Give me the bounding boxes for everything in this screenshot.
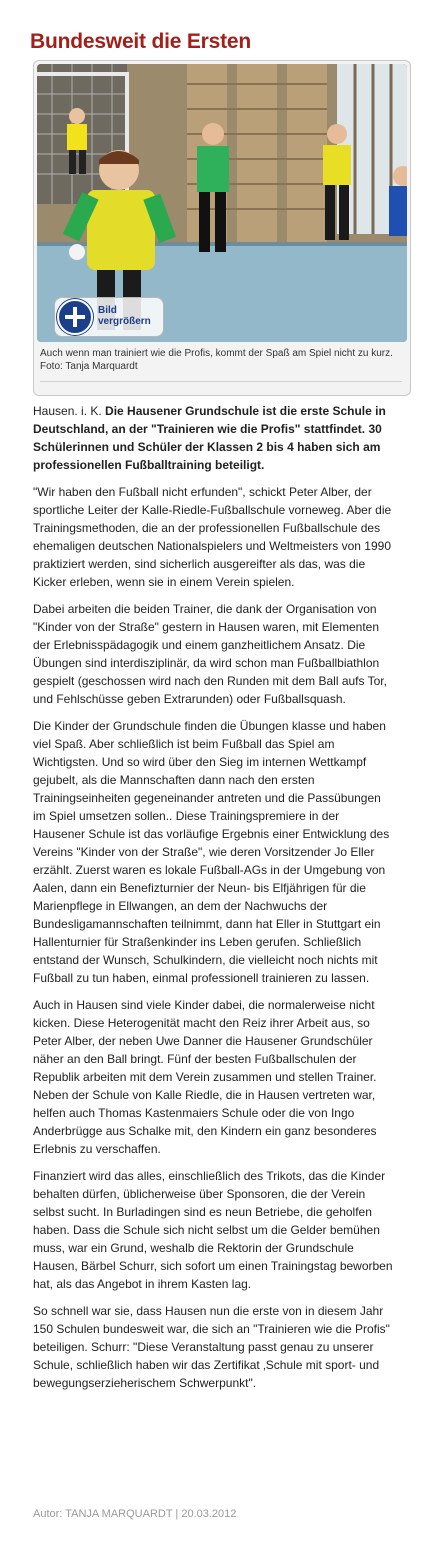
image-caption: Auch wenn man trainiert wie die Profis, kommt der Spaß am Spiel nicht zu kurz. Foto: Tanja Marquardt xyxy=(40,348,393,372)
enlarge-label-line-2: vergrößern xyxy=(98,316,151,327)
enlarge-image-label xyxy=(98,305,162,327)
lead-location: Hausen. i. K. xyxy=(33,404,102,418)
article-headline: Bundesweit die Ersten xyxy=(30,30,252,53)
article-paragraph: Die Kinder der Grundschule finden die Übungen klasse und haben viel Spaß. Aber schließlich ist beim Fußball das Spiel am Wichtigsten. Und so wird über den Sieg im internen Wettkampf gejubelt, als die Mannschaften dann nach den ersten Trainingseinheiten gegeneinander antreten und die Passübungen im Spiel umsetzen sollen.. Diese Trainingspremiere in der Hausener Schule ist das vorläufige Ergebnis einer Entwicklung des Vereins "Kinder von der Straße", wie deren Vorsitzender Jo Eller erzählt. Zuerst waren es lokale Fußball-AGs in der Umgebung von Aalen, dann ein Benefizturnier der Neun- bis Elfjährigen für die Marienpflege in Ellwangen, an dem der Nachwuchs der Bundesligamannschaften teilnimmt, dann hat Eller in Stuttgart ein Hallenturnier für Straßenkinder ins Leben gerufen. Schließlich entstand der Wunsch, Schulkindern, die vielleicht noch nichts mit Fußball zu tun haben, einmal professionell trainieren zu lassen. xyxy=(33,719,390,985)
enlarge-label-line-1: Bild xyxy=(98,305,117,316)
caption-divider xyxy=(40,381,402,382)
article-lead xyxy=(33,402,393,474)
article-paragraph: Finanziert wird das alles, einschließlich des Trikots, das die Kinder behalten dürfen, üblicherweise über Sponsoren, die der Verein selbst sucht. In Burladingen sind es neun Betriebe, die geholfen haben. Dass die Schule sich nicht selbst um die Gelder bemühen muss, war ein Grund, weshalb die Rektorin der Grundschule Hausen, Bärbel Schurr, sich sofort um einen Trainingstag beworben hat, als das Angebot in ihrem Kasten lag. xyxy=(33,1169,393,1291)
article-paragraph: Dabei arbeiten die beiden Trainer, die dank der Organisation von "Kinder von der Straße" gestern in Hausen waren, mit Elementen der Erlebnisspädagogik und einem ganzheitlichem Ansatz. Die Übungen sind interdisziplinär, da wird schon man Fußballbiathlon gespielt (geschossen wird nach den Runden mit dem Ball aufs Tor, und Fehlschüsse geben Extrarunden) oder Fußballsquash. xyxy=(33,602,387,706)
article-body xyxy=(33,402,393,1401)
plus-icon xyxy=(57,299,93,335)
enlarge-image-button[interactable] xyxy=(54,297,164,337)
article-paragraph: "Wir haben den Fußball nicht erfunden", schickt Peter Alber, der sportliche Leiter der Kalle-Riedle-Fußballschule vorneweg. Aber die Trainingsmethoden, die an der professionellen Fußballschule des ehemaligen deutschen Nationalspielers und Weltmeisters von 1990 praktiziert werden, sind sicherlich ausgereifter als das, was die Kicker erleben, wenn sie in einem Verein spielen. xyxy=(33,485,392,589)
article-paragraph: Auch in Hausen sind viele Kinder dabei, die normalerweise nicht kicken. Diese Heterogenität macht den Reiz ihrer Arbeit aus, so Peter Alber, der neben Uwe Danner die Hausener Grundschüler näher an den Ball bringt. Fünf der besten Fußballschulen der Republik arbeiten mit dem Verein zusammen und stellen Trainer. Neben der Schule von Kalle Riedle, die in Hausen vertreten war, helfen auch Thomas Kastenmaiers Schule oder die von Ingo Anderbrügge aus Schalke mit, den Kindern ein ganz besonderes Erlebnis zu verschaffen. xyxy=(33,998,377,1156)
lead-text: Die Hausener Grundschule ist die erste Schule in Deutschland, an der "Trainieren wie die Profis" stattfindet. 30 Schülerinnen und Schüler der Klassen 2 bis 4 haben sich am professionellen Fußballtraining beteiligt. xyxy=(33,404,386,472)
article-image-box xyxy=(33,60,411,396)
article-paragraph: So schnell war sie, dass Hausen nun die erste von in diesem Jahr 150 Schulen bundesweit war, die sich an "Trainieren wie die Profis" beteiligen. Schurr: "Diese Veranstaltung passt genau zu unserer Schule, schließlich haben wir das Zertifikat ‚Schule mit sport- und bewegungserzieherischem Schwerpunkt". xyxy=(33,1304,390,1390)
article-byline: Autor: TANJA MARQUARDT | 20.03.2012 xyxy=(33,1508,237,1520)
